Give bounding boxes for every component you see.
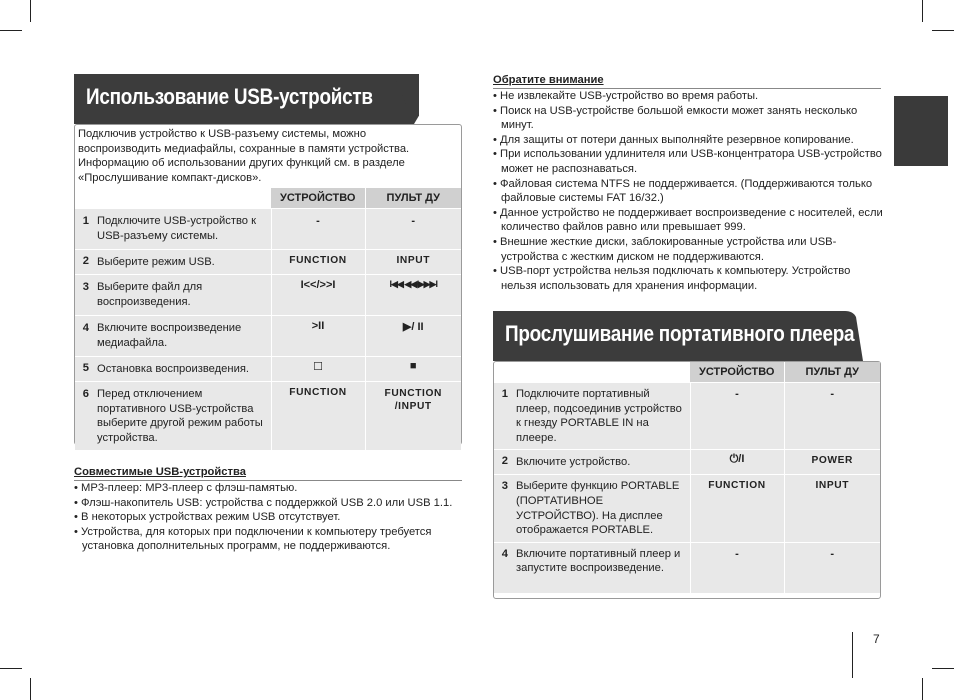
remote-control: INPUT <box>365 250 461 274</box>
usb-intro: Подключив устройство к USB-разъему системы, можно воспроизводить медиафайлы, сохранные в памяти устройства. Информацию об использовании других функций см. в разделе «Прослушивание компакт-дисков». <box>78 128 410 184</box>
device-control: ⏻/I <box>690 450 784 474</box>
step-text: Подключите портативный плеер, подсоединив устройство к гнезду PORTABLE IN на плеере. <box>516 383 690 449</box>
step-text: Выберите файл для воспроизведения. <box>97 275 271 315</box>
device-control: I<</>>I <box>271 275 365 315</box>
step-number: 1 <box>494 383 516 449</box>
crop-mark <box>922 678 923 700</box>
step-text: Перед отключением портативного USB-устройства выберите другой режим работы устройства. <box>97 382 271 450</box>
side-tab <box>894 96 948 166</box>
step-text: Включите портативный плеер и запустите воспроизведение. <box>516 543 690 593</box>
list-item: • Устройства, для которых при подключении к компьютеру требуется установка дополнительных программ, не поддерживаются. <box>74 525 462 554</box>
page-number: 7 <box>873 632 880 646</box>
list-item: • Не извлекайте USB-устройство во время работы. <box>493 89 885 104</box>
step-number: 3 <box>494 475 516 541</box>
remote-control: POWER <box>784 450 880 474</box>
list-item: • Данное устройство не поддерживает воспроизведение с носителей, если количество файлов равно или превышает 999. <box>493 206 885 235</box>
table-row <box>75 250 461 274</box>
table-row <box>494 543 880 593</box>
table-row <box>494 475 880 541</box>
remote-control: - <box>365 209 461 249</box>
device-control: FUNCTION <box>271 382 365 450</box>
table-row <box>494 450 880 474</box>
remote-control: - <box>784 543 880 593</box>
crop-mark <box>932 668 954 669</box>
compatible-heading: Совместимые USB-устройства <box>74 466 246 478</box>
remote-control: ■ <box>365 357 461 381</box>
remote-control: ▶/ II <box>365 316 461 356</box>
step-number: 5 <box>75 357 97 381</box>
notice-heading: Обратите внимание <box>493 74 604 86</box>
step-number: 2 <box>494 450 516 474</box>
list-item: • При использовании удлинителя или USB-концентратора USB-устройство может не распознаваться. <box>493 147 885 176</box>
portable-steps-table <box>494 362 880 593</box>
table-row <box>75 316 461 356</box>
usb-col-remote: ПУЛЬТ ДУ <box>365 188 461 208</box>
list-item: • Для защиты от потери данных выполняйте резервное копирование. <box>493 133 885 148</box>
crop-mark <box>932 30 954 31</box>
table-row <box>75 209 461 249</box>
step-text: Подключите USB-устройство к USB-разъему системы. <box>97 209 271 249</box>
device-control: >II <box>271 316 365 356</box>
table-row <box>75 382 461 450</box>
step-text: Остановка воспроизведения. <box>97 357 271 381</box>
crop-mark <box>0 668 22 669</box>
remote-control: I◀◀ ◀◀/▶▶▶I <box>365 275 461 315</box>
usb-section-title: Использование USB-устройств <box>86 84 373 109</box>
portable-col-remote: ПУЛЬТ ДУ <box>784 362 880 382</box>
portable-section-header <box>493 311 863 361</box>
usb-section-header <box>74 74 419 124</box>
list-item: • USB-порт устройства нельзя подключать к компьютеру. Устройство нельзя использовать для хранения информации. <box>493 264 885 293</box>
list-item: • Файловая система NTFS не поддерживается. (Поддерживаются только файловые системы FAT 16/32.) <box>493 177 885 206</box>
table-row <box>494 383 880 449</box>
step-number: 1 <box>75 209 97 249</box>
list-item: • Флэш-накопитель USB: устройства с поддержкой USB 2.0 или USB 1.1. <box>74 496 462 511</box>
step-number: 3 <box>75 275 97 315</box>
device-control: FUNCTION <box>690 475 784 541</box>
step-text: Включите воспроизведение медиафайла. <box>97 316 271 356</box>
portable-section-title: Прослушивание портативного плеера <box>505 321 855 346</box>
crop-mark <box>30 678 31 700</box>
remote-control: INPUT <box>784 475 880 541</box>
crop-mark <box>0 30 22 31</box>
step-number: 2 <box>75 250 97 274</box>
list-item: • Поиск на USB-устройстве большой емкости может занять несколько минут. <box>493 104 885 133</box>
list-item: • Внешние жесткие диски, заблокированные устройства или USB-устройства с жестким диском не поддерживаются. <box>493 235 885 264</box>
remote-control: - <box>784 383 880 449</box>
remote-control: FUNCTION /INPUT <box>365 382 461 450</box>
device-control: ☐ <box>271 357 365 381</box>
step-number: 6 <box>75 382 97 450</box>
step-number: 4 <box>494 543 516 593</box>
compatible-list <box>74 481 462 554</box>
device-control: - <box>690 383 784 449</box>
table-row <box>75 275 461 315</box>
device-control: - <box>271 209 365 249</box>
step-text: Выберите режим USB. <box>97 250 271 274</box>
device-control: - <box>690 543 784 593</box>
table-row <box>75 357 461 381</box>
step-text: Выберите функцию PORTABLE (ПОРТАТИВНОЕ УСТРОЙСТВО). На дисплее отображается PORTABLE. <box>516 475 690 541</box>
step-text: Включите устройство. <box>516 450 690 474</box>
list-item: • MP3-плеер: MP3-плеер с флэш-памятью. <box>74 481 462 496</box>
notice-list <box>493 89 885 293</box>
list-item: • В некоторых устройствах режим USB отсутствует. <box>74 510 462 525</box>
usb-steps-table <box>75 188 461 450</box>
step-number: 4 <box>75 316 97 356</box>
crop-mark <box>922 0 923 22</box>
page-divider <box>852 632 853 678</box>
usb-col-device: УСТРОЙСТВО <box>271 188 365 208</box>
crop-mark <box>30 0 31 22</box>
portable-col-device: УСТРОЙСТВО <box>690 362 784 382</box>
device-control: FUNCTION <box>271 250 365 274</box>
